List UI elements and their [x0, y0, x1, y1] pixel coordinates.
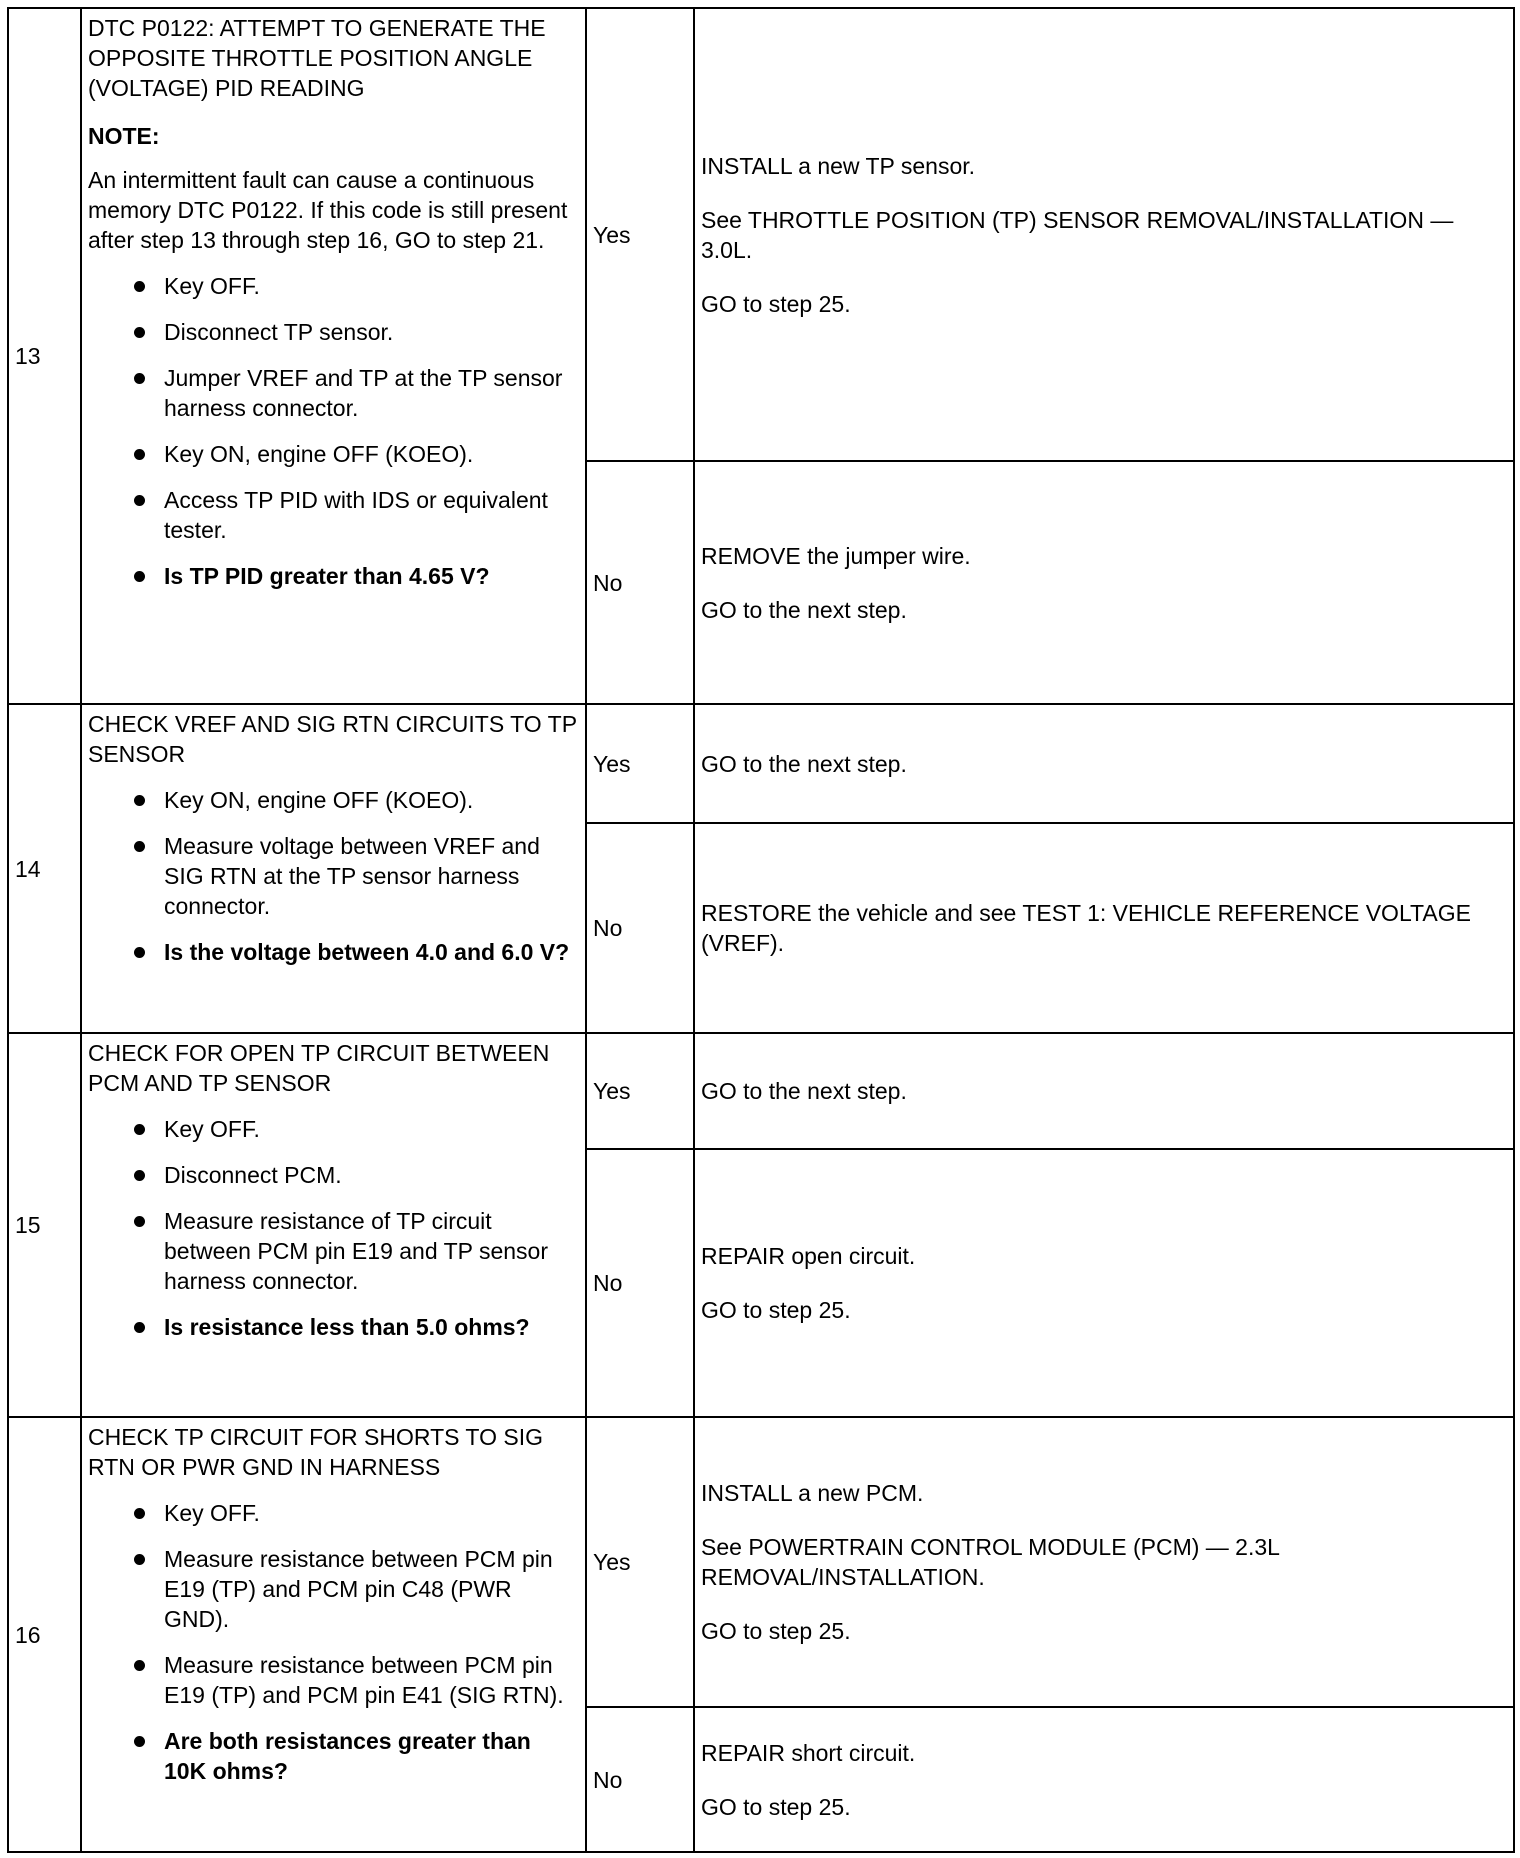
step-title: CHECK VREF AND SIG RTN CIRCUITS TO TP SENSOR — [88, 711, 577, 767]
result-text: REPAIR open circuit. — [701, 1243, 916, 1269]
step-bullet-list — [88, 1498, 579, 1786]
step-title: CHECK TP CIRCUIT FOR SHORTS TO SIG RTN OR PWR GND IN HARNESS — [88, 1424, 543, 1480]
yes-result — [694, 1033, 1514, 1149]
no-result — [694, 1707, 1514, 1852]
step-number: 13 — [8, 8, 81, 704]
step-number: 16 — [8, 1417, 81, 1852]
answer-yes-label: Yes — [586, 704, 694, 823]
answer-no-label: No — [586, 461, 694, 704]
step-title: CHECK FOR OPEN TP CIRCUIT BETWEEN PCM AND TP SENSOR — [88, 1040, 550, 1096]
bullet-item: Key OFF. — [88, 1114, 579, 1144]
bullet-item: Measure resistance between PCM pin E19 (TP) and PCM pin E41 (SIG RTN). — [88, 1650, 579, 1710]
answer-no-label: No — [586, 1707, 694, 1852]
step-title: DTC P0122: ATTEMPT TO GENERATE THE OPPOSITE THROTTLE POSITION ANGLE (VOLTAGE) PID READING — [88, 15, 546, 101]
yes-result — [694, 1417, 1514, 1707]
bullet-item: Key ON, engine OFF (KOEO). — [88, 785, 579, 815]
result-text: See POWERTRAIN CONTROL MODULE (PCM) — 2.3L REMOVAL/INSTALLATION. — [701, 1534, 1280, 1590]
step-bullet-list — [88, 271, 579, 591]
diagnostic-table — [7, 7, 1515, 1853]
step-bullet-list — [88, 785, 579, 967]
bullet-item: Disconnect TP sensor. — [88, 317, 579, 347]
result-text: GO to step 25. — [701, 1297, 851, 1323]
step-action — [81, 1417, 586, 1852]
step-action — [81, 8, 586, 704]
yes-result — [694, 704, 1514, 823]
result-text: GO to step 25. — [701, 1793, 851, 1820]
result-text: See THROTTLE POSITION (TP) SENSOR REMOVAL/INSTALLATION — 3.0L. — [701, 206, 1454, 263]
result-text: INSTALL a new TP sensor. — [701, 152, 976, 179]
result-text: REMOVE the jumper wire. — [701, 542, 971, 569]
result-text: RESTORE the vehicle and see TEST 1: VEHICLE REFERENCE VOLTAGE (VREF). — [701, 900, 1471, 956]
step-number: 14 — [8, 704, 81, 1033]
step-action — [81, 1033, 586, 1417]
answer-yes-label: Yes — [586, 8, 694, 461]
no-result — [694, 1149, 1514, 1417]
answer-no-label: No — [586, 1149, 694, 1417]
bullet-item: Measure voltage between VREF and SIG RTN at the TP sensor harness connector. — [88, 831, 579, 921]
step-16-yes-row — [8, 1417, 1514, 1707]
result-text: REPAIR short circuit. — [701, 1739, 916, 1766]
bullet-item: Key ON, engine OFF (KOEO). — [88, 439, 579, 469]
note-text: An intermittent fault can cause a continuous memory DTC P0122. If this code is still present after step 13 through step 16, GO to step 21. — [88, 167, 568, 253]
bullet-item: Access TP PID with IDS or equivalent tester. — [88, 485, 579, 545]
result-text: GO to step 25. — [701, 290, 851, 317]
note-label: NOTE: — [88, 123, 160, 149]
result-text: GO to the next step. — [701, 1078, 907, 1104]
bullet-question: Is TP PID greater than 4.65 V? — [88, 561, 579, 591]
no-result — [694, 823, 1514, 1033]
step-13-yes-row — [8, 8, 1514, 461]
answer-yes-label: Yes — [586, 1033, 694, 1149]
step-bullet-list — [88, 1114, 579, 1342]
result-text: GO to step 25. — [701, 1618, 851, 1644]
answer-no-label: No — [586, 823, 694, 1033]
bullet-item: Key OFF. — [88, 1498, 579, 1528]
step-15-yes-row — [8, 1033, 1514, 1149]
result-text: GO to the next step. — [701, 750, 907, 777]
bullet-item: Measure resistance between PCM pin E19 (TP) and PCM pin C48 (PWR GND). — [88, 1544, 579, 1634]
answer-yes-label: Yes — [586, 1417, 694, 1707]
bullet-item: Disconnect PCM. — [88, 1160, 579, 1190]
bullet-item: Key OFF. — [88, 271, 579, 301]
bullet-item: Jumper VREF and TP at the TP sensor harness connector. — [88, 363, 579, 423]
step-14-yes-row — [8, 704, 1514, 823]
bullet-question: Are both resistances greater than 10K ohms? — [88, 1726, 579, 1786]
step-action — [81, 704, 586, 1033]
yes-result — [694, 8, 1514, 461]
no-result — [694, 461, 1514, 704]
step-number: 15 — [8, 1033, 81, 1417]
bullet-question: Is the voltage between 4.0 and 6.0 V? — [88, 937, 579, 967]
bullet-item: Measure resistance of TP circuit between PCM pin E19 and TP sensor harness connector. — [88, 1206, 579, 1296]
result-text: INSTALL a new PCM. — [701, 1480, 924, 1506]
bullet-question: Is resistance less than 5.0 ohms? — [88, 1312, 579, 1342]
result-text: GO to the next step. — [701, 596, 907, 623]
